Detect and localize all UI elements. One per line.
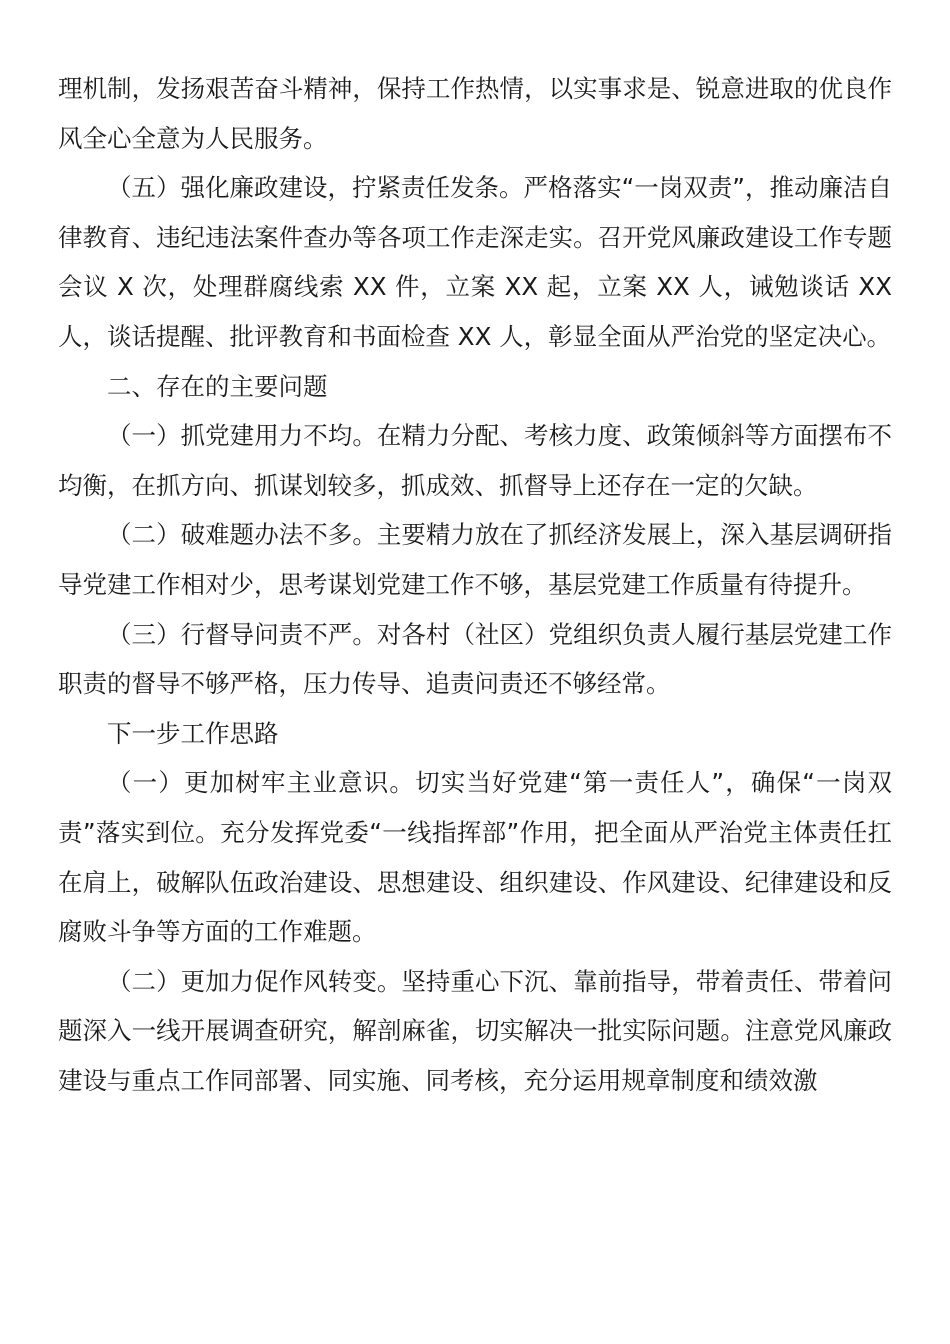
paragraph-next-step-1: （一）更加树牢主业意识。切实当好党建“第一责任人”，确保“一岗双责”落实到位。充分发挥党委“一线指挥部”作用，把全面从严治党主体责任扛在肩上，破解队伍政治建设、思想建设、组织建设、作风建设、纪律建设和反腐败斗争等方面的工作难题。 <box>58 768 892 947</box>
document-body <box>58 64 892 1105</box>
paragraph-integrity-building: （五）强化廉政建设，拧紧责任发条。严格落实“一岗双责”，推动廉洁自律教育、违纪违法案件查办等各项工作走深走实。召开党风廉政建设工作专题会议 X 次，处理群腐线索 XX 件，立案 XX 起，立案 XX 人，诫勉谈话 XX 人，谈话提醒、批评教育和书面检查 XX 人，彰显全面从严治党的坚定决心。 <box>58 173 892 351</box>
paragraph-problem-2: （二）破难题办法不多。主要精力放在了抓经济发展上，深入基层调研指导党建工作相对少，思考谋划党建工作不够，基层党建工作质量有待提升。 <box>58 520 892 599</box>
paragraph-next-step-2: （二）更加力促作风转变。坚持重心下沉、靠前指导，带着责任、带着问题深入一线开展调查研究，解剖麻雀，切实解决一批实际问题。注意党风廉政建设与重点工作同部署、同实施、同考核，充分运用规章制度和绩效激 <box>58 966 892 1095</box>
section-heading-next-steps: 下一步工作思路 <box>107 718 279 748</box>
paragraph-continuation: 理机制，发扬艰苦奋斗精神，保持工作热情，以实事求是、锐意进取的优良作风全心全意为人民服务。 <box>58 74 892 153</box>
paragraph-problem-1: （一）抓党建用力不均。在精力分配、考核力度、政策倾斜等方面摆布不均衡，在抓方向、抓谋划较多，抓成效、抓督导上还存在一定的欠缺。 <box>58 421 892 500</box>
section-heading-main-problems: 二、存在的主要问题 <box>107 371 328 401</box>
paragraph-problem-3: （三）行督导问责不严。对各村（社区）党组织负责人履行基层党建工作职责的督导不够严格，压力传导、追责问责还不够经常。 <box>58 619 892 699</box>
